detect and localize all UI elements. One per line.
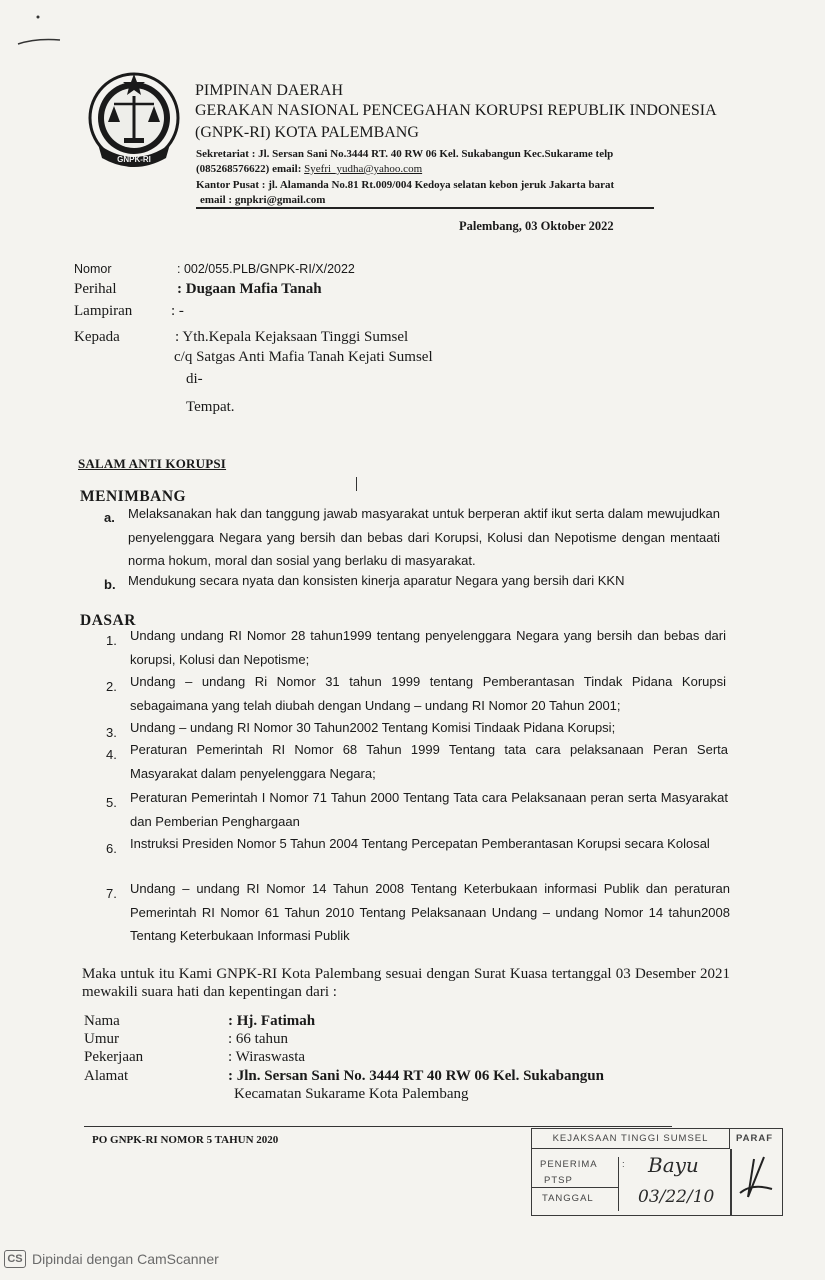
umur-label: Umur <box>84 1031 119 1047</box>
menimbang-a-text: Melaksanakan hak dan tanggung jawab masyarakat untuk berperan aktif ikut serta dalam mewujudkan penyelenggara Negara yang bersih dan bebas dari Korupsi, Kolusi dan Nepotisme dengan mentaati norma hokum, moral dan sosial yang berlaku di masyarakat. <box>128 506 720 568</box>
menimbang-heading: MENIMBANG <box>80 488 187 505</box>
sekretariat-line: Sekretariat : Jl. Sersan Sani No.3444 RT. 40 RW 06 Kel. Sukabangun Kec.Sukarame telp <box>196 148 614 160</box>
handwritten-date: 03/22/10 <box>638 1187 715 1207</box>
dasar-4-mark: 4. <box>106 747 117 762</box>
header-divider <box>196 207 654 209</box>
phone-text: (085268576622) email: <box>196 163 305 175</box>
stamp-row-line <box>532 1187 618 1188</box>
kepada-recipient: : Yth.Kepala Kejaksaan Tinggi Sumsel <box>175 329 409 345</box>
pekerjaan-value: : Wiraswasta <box>228 1049 306 1065</box>
pekerjaan-label: Pekerjaan <box>84 1049 144 1065</box>
sekretariat-contact <box>196 163 422 175</box>
perihal-label: Perihal <box>74 281 117 297</box>
menimbang-b-mark: b. <box>104 577 116 592</box>
menimbang-b-text: Mendukung secara nyata dan konsisten kinerja aparatur Negara yang bersih dari KKN <box>128 573 625 588</box>
kepada-di: di- <box>186 371 203 387</box>
scan-mark-icon <box>14 10 74 54</box>
stamp-ptsp: PTSP <box>544 1175 573 1186</box>
dasar-7-text: Undang – undang RI Nomor 14 Tahun 2008 Tentang Keterbukaan informasi Publik dan peraturan Pemerintah RI Nomor 61 Tahun 2010 Tentang Pelaksanaan Undang – undang Nomor 14 tahun2008 Tentang Keterbukaan Informasi Publik <box>130 881 730 943</box>
salam-heading: SALAM ANTI KORUPSI <box>78 456 227 471</box>
stamp-colon: : <box>622 1159 626 1170</box>
dasar-heading: DASAR <box>80 612 136 629</box>
gnpk-logo <box>84 66 184 172</box>
email-link[interactable]: Syefri_yudha@yahoo.com <box>304 163 423 175</box>
dasar-2-mark: 2. <box>106 679 117 694</box>
kantor-pusat: Kantor Pusat : jl. Alamanda No.81 Rt.009/004 Kedoya selatan kebon jeruk Jakarta barat <box>196 179 615 191</box>
scan-mark-line <box>356 477 357 491</box>
nama-value: : Hj. Fatimah <box>228 1013 316 1029</box>
handwritten-receiver: Bayu <box>648 1153 699 1177</box>
umur-value: : 66 tahun <box>228 1031 288 1047</box>
menimbang-a-mark: a. <box>104 510 115 525</box>
org-title: PIMPINAN DAERAH <box>195 82 344 99</box>
letter-date: Palembang, 03 Oktober 2022 <box>459 219 614 233</box>
dasar-3-text: Undang – undang RI Nomor 30 Tahun2002 Tentang Komisi Tindaak Pidana Korupsi; <box>130 720 616 735</box>
dasar-1-mark: 1. <box>106 633 117 648</box>
stamp-title: KEJAKSAAN TINGGI SUMSEL <box>552 1133 709 1144</box>
alamat-label: Alamat <box>84 1068 129 1084</box>
camscanner-icon: CS <box>4 1250 26 1268</box>
alamat-value: : Jln. Sersan Sani No. 3444 RT 40 RW 06 Kel. Sukabangun <box>228 1068 604 1084</box>
org-city: (GNPK-RI) KOTA PALEMBANG <box>195 124 419 141</box>
dasar-2-text: Undang – undang Ri Nomor 31 tahun 1999 tentang Pemberantasan Tindak Pidana Korupsi sebagaimana yang telah diubah dengan Undang – undang RI Nomor 20 Tahun 2001; <box>130 674 726 713</box>
stamp-paraf: PARAF <box>736 1133 774 1144</box>
stamp-penerima: PENERIMA <box>540 1159 598 1170</box>
receipt-stamp <box>531 1128 783 1216</box>
dasar-7-mark: 7. <box>106 886 117 901</box>
camscanner-watermark <box>4 1250 219 1268</box>
dasar-3-mark: 3. <box>106 725 117 740</box>
dasar-6-text: Instruksi Presiden Nomor 5 Tahun 2004 Tentang Percepatan Pemberantasan Korupsi secara Kolosal <box>130 836 710 851</box>
org-email: email : gnpkri@gmail.com <box>200 194 326 206</box>
po-reference: PO GNPK-RI NOMOR 5 TAHUN 2020 <box>92 1134 279 1146</box>
lampiran-value: : - <box>171 303 184 319</box>
dasar-4-text: Peraturan Pemerintah RI Nomor 68 Tahun 1999 Tentang tata cara pelaksanaan Peran Serta Masyarakat dalam penyelenggara Negara; <box>130 742 728 781</box>
footer-divider <box>84 1126 672 1127</box>
stamp-tanggal: TANGGAL <box>542 1193 594 1204</box>
kepada-cq: c/q Satgas Anti Mafia Tanah Kejati Sumsel <box>174 349 433 365</box>
logo-text: GNPK-RI <box>117 155 151 164</box>
lampiran-label: Lampiran <box>74 303 133 319</box>
nomor-label: Nomor <box>74 262 112 276</box>
nama-label: Nama <box>84 1013 120 1029</box>
stamp-title-cell <box>532 1129 730 1149</box>
kuasa-paragraph: Maka untuk itu Kami GNPK-RI Kota Palembang sesuai dengan Surat Kuasa tertanggal 03 Desember 2021 mewakili suara hati dan kepentingan dari : <box>82 966 730 1000</box>
paraf-signature-icon <box>734 1153 778 1211</box>
dasar-5-mark: 5. <box>106 795 117 810</box>
camscanner-text: Dipindai dengan CamScanner <box>32 1251 219 1267</box>
nomor-value: : 002/055.PLB/GNPK-RI/X/2022 <box>177 262 355 276</box>
alamat-value-line2: Kecamatan Sukarame Kota Palembang <box>234 1086 469 1102</box>
dasar-5-text: Peraturan Pemerintah I Nomor 71 Tahun 2000 Tentang Tata cara Pelaksanaan peran serta Masyarakat dan Pemberian Penghargaan <box>130 790 728 829</box>
dasar-1-text: Undang undang RI Nomor 28 tahun1999 tentang penyelenggara Negara yang bersih dan bebas dari korupsi, Kolusi dan Nepotisme; <box>130 628 726 667</box>
dasar-6-mark: 6. <box>106 841 117 856</box>
kepada-label: Kepada <box>74 329 120 345</box>
kepada-tempat: Tempat. <box>186 399 235 415</box>
org-name: GERAKAN NASIONAL PENCEGAHAN KORUPSI REPUBLIK INDONESIA <box>195 102 717 119</box>
perihal-value: : Dugaan Mafia Tanah <box>177 281 322 297</box>
stamp-divider <box>618 1157 619 1211</box>
stamp-col-line <box>730 1149 732 1215</box>
